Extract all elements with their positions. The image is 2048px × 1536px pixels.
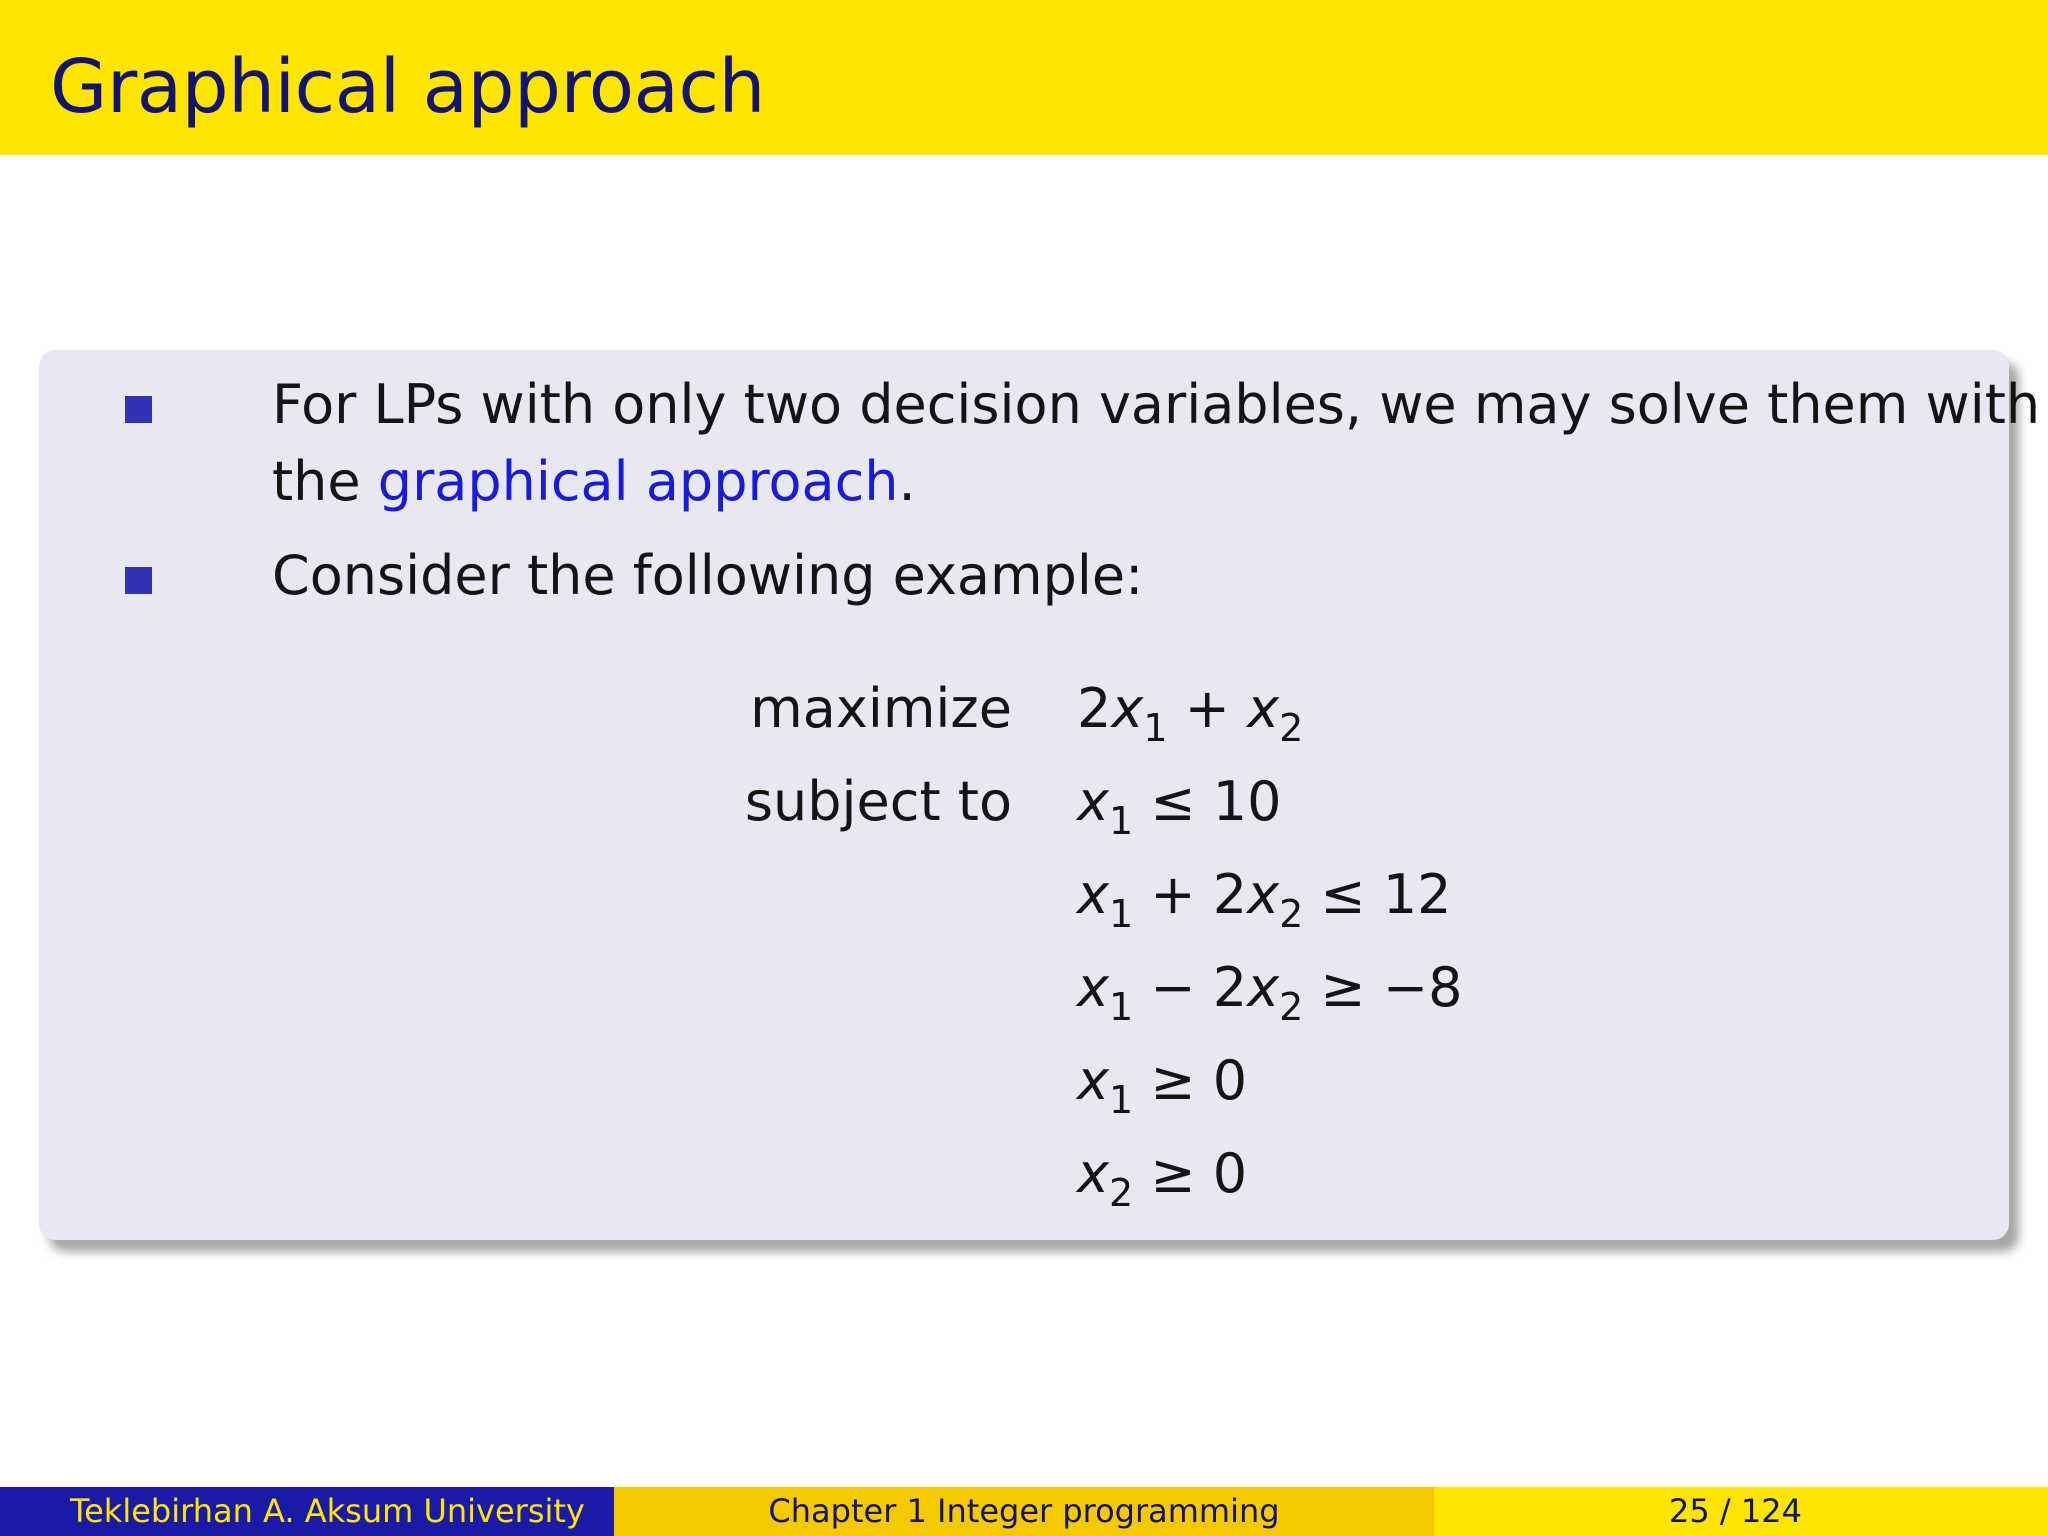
objective-expression: $2x_1 + x_2$ [1077, 677, 1304, 750]
footer [0, 1487, 2048, 1536]
bullet-text-suffix: . [898, 450, 916, 513]
bullet-text-continued [272, 443, 916, 521]
slide-title: Graphical approach [50, 44, 765, 130]
bullet-text: For LPs with only two decision variables, we may solve them with [272, 373, 2041, 436]
constraint-row: $x_1 + 2x_2 \le 12$ [1077, 863, 1452, 936]
bullet-text: Consider the following example: [272, 544, 1144, 607]
constraint-row: $x_1 - 2x_2 \ge -8$ [1077, 956, 1463, 1029]
title-bar [0, 0, 2048, 155]
footer-chapter: Chapter 1 Integer programming [614, 1487, 1434, 1536]
bullet-square-icon [125, 396, 152, 423]
content-block [39, 350, 2041, 1240]
bullet-text-prefix: the [272, 450, 378, 513]
constraint-row: $x_1 \ge 0$ [1077, 1049, 1248, 1122]
constraints-label: subject to [744, 770, 1012, 833]
constraint-row: $x_2 \ge 0$ [1077, 1142, 1248, 1215]
objective-label: maximize [750, 677, 1012, 740]
footer-author: Teklebirhan A. Aksum University [0, 1487, 614, 1536]
footer-page-number: 25 / 124 [1434, 1487, 2048, 1536]
bullet-square-icon [125, 567, 152, 594]
graphical-approach-link[interactable]: graphical approach [377, 450, 899, 513]
constraint-row: $x_1 \le 10$ [1077, 770, 1282, 843]
bullet-item [125, 366, 2041, 526]
